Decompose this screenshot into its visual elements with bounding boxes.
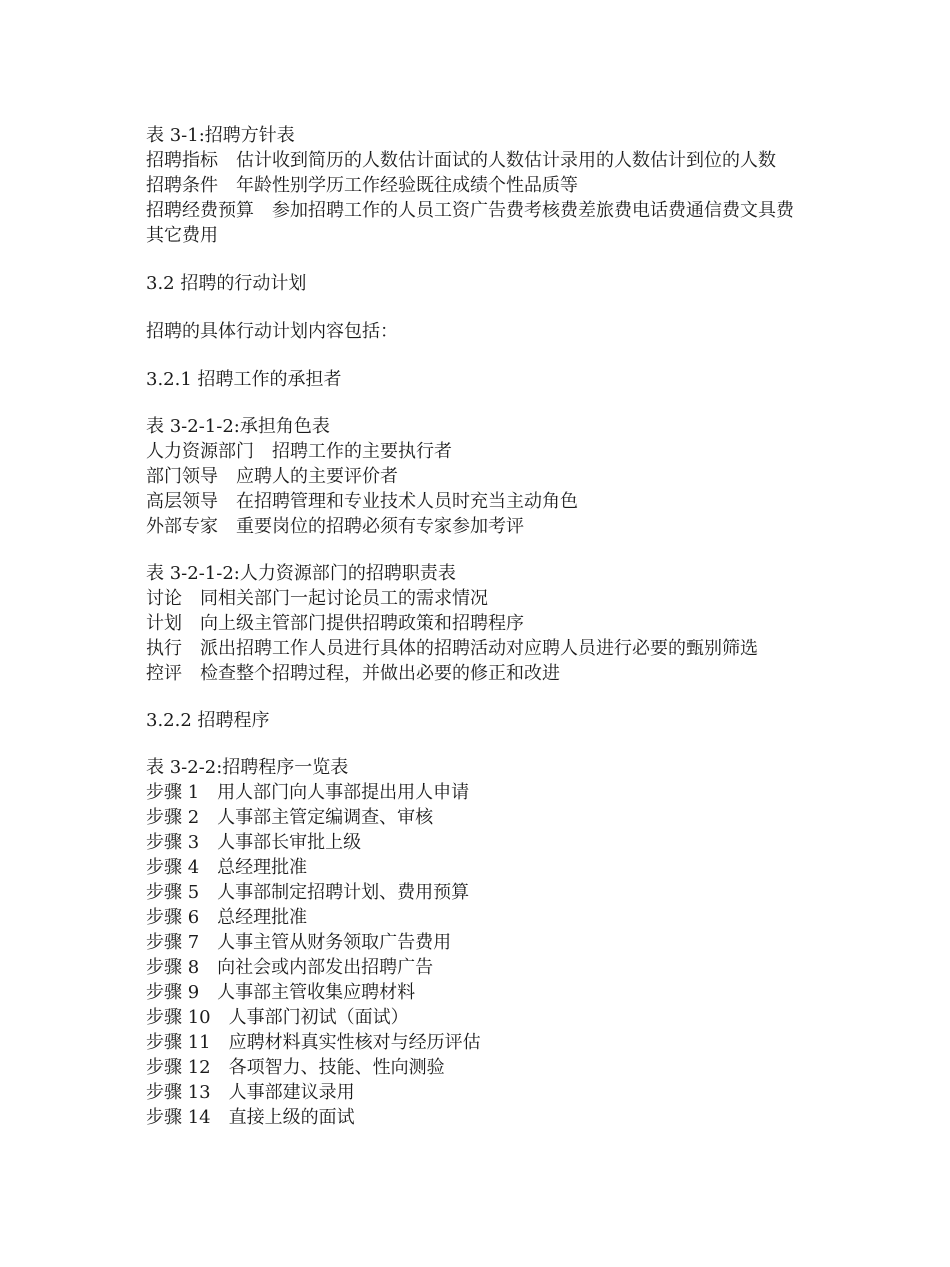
table-row: 步骤 7 人事主管从财务领取广告费用 [146, 932, 452, 953]
table-row: 步骤 9 人事部主管收集应聘材料 [146, 982, 416, 1003]
table-row: 讨论 同相关部门一起讨论员工的需求情况 [146, 588, 488, 609]
table-row: 步骤 3 人事部长审批上级 [146, 832, 362, 853]
table-caption: 表 3-2-1-2:承担角色表 [146, 416, 330, 437]
section-heading: 3.2 招聘的行动计划 [146, 273, 307, 294]
paragraph: 招聘的具体行动计划内容包括： [146, 321, 398, 342]
table-row: 步骤 2 人事部主管定编调查、审核 [146, 807, 434, 828]
section-heading: 3.2.1 招聘工作的承担者 [146, 369, 342, 390]
table-row: 人力资源部门 招聘工作的主要执行者 [146, 441, 452, 462]
table-row: 计划 向上级主管部门提供招聘政策和招聘程序 [146, 613, 524, 634]
document-page [146, 123, 806, 1130]
spacer [146, 733, 806, 755]
table-row: 高层领导 在招聘管理和专业技术人员时充当主动角色 [146, 491, 578, 512]
table-caption: 表 3-1:招聘方针表 [146, 125, 295, 146]
table-row: 步骤 13 人事部建议录用 [146, 1082, 355, 1103]
table-row: 步骤 1 用人部门向人事部提出用人申请 [146, 782, 470, 803]
table-row: 招聘条件 年龄性别学历工作经验既往成绩个性品质等 [146, 175, 578, 196]
table-caption: 表 3-2-1-2:人力资源部门的招聘职责表 [146, 563, 456, 584]
spacer [146, 248, 806, 271]
spacer [146, 686, 806, 708]
table-caption: 表 3-2-2:招聘程序一览表 [146, 757, 349, 778]
spacer [146, 344, 806, 367]
table-row: 步骤 12 各项智力、技能、性向测验 [146, 1057, 445, 1078]
spacer [146, 392, 806, 414]
table-row: 部门领导 应聘人的主要评价者 [146, 466, 398, 487]
table-row: 招聘经费预算 参加招聘工作的人员工资广告费考核费差旅费电话费通信费文具费其它费用 [146, 200, 794, 246]
table-row: 步骤 6 总经理批准 [146, 907, 308, 928]
table-row: 步骤 11 应聘材料真实性核对与经历评估 [146, 1032, 481, 1053]
table-row: 步骤 4 总经理批准 [146, 857, 308, 878]
table-row: 步骤 5 人事部制定招聘计划、费用预算 [146, 882, 470, 903]
section-heading: 3.2.2 招聘程序 [146, 710, 270, 731]
table-row: 控评 检查整个招聘过程，并做出必要的修正和改进 [146, 663, 560, 684]
table-row: 执行 派出招聘工作人员进行具体的招聘活动对应聘人员进行必要的甄别筛选 [146, 638, 758, 659]
spacer [146, 296, 806, 319]
spacer [146, 539, 806, 561]
table-row: 步骤 10 人事部门初试（面试） [146, 1007, 409, 1028]
table-row: 步骤 8 向社会或内部发出招聘广告 [146, 957, 434, 978]
table-row: 步骤 14 直接上级的面试 [146, 1107, 355, 1128]
table-row: 外部专家 重要岗位的招聘必须有专家参加考评 [146, 516, 524, 537]
table-row: 招聘指标 估计收到简历的人数估计面试的人数估计录用的人数估计到位的人数 [146, 150, 776, 171]
